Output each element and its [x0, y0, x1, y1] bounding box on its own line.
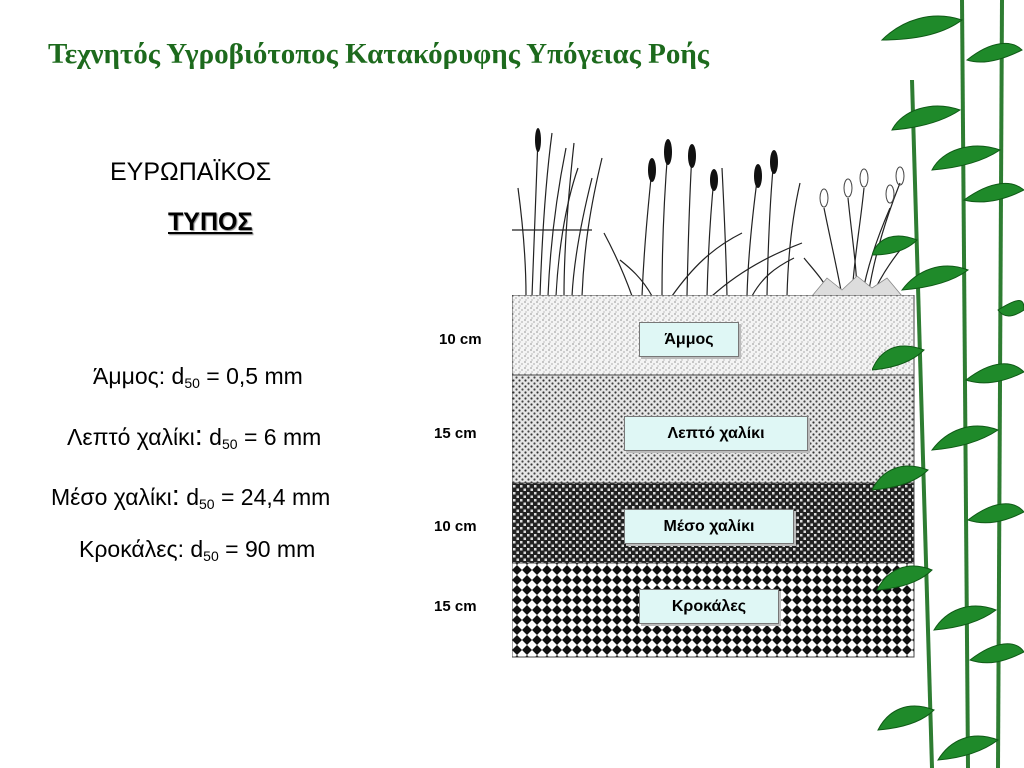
- badge-fine-gravel: Λεπτό χαλίκι: [624, 416, 808, 451]
- spec-medium-gravel: [51, 480, 330, 513]
- type-label-line2: ΤΥΠΟΣ: [168, 208, 253, 236]
- spec-medium-gravel-sep: :: [171, 480, 180, 512]
- spec-medium-gravel-sub: 50: [199, 496, 215, 512]
- depth-cobbles: 15 cm: [434, 598, 477, 615]
- spec-cobbles-name: Κροκάλες: [79, 536, 178, 562]
- spec-cobbles: [79, 536, 315, 564]
- spec-medium-gravel-d: d: [179, 484, 200, 510]
- depth-medium-gravel: 10 cm: [434, 518, 477, 535]
- badge-cobbles: Κροκάλες: [639, 589, 779, 624]
- badge-sand: Άμμος: [639, 322, 739, 357]
- plants-illustration: [512, 128, 914, 298]
- spec-fine-gravel-d: d: [202, 424, 222, 450]
- spec-fine-gravel-sub: 50: [221, 436, 238, 452]
- spec-cobbles-sep: :: [177, 536, 184, 562]
- spec-cobbles-d: d: [183, 536, 204, 562]
- spec-medium-gravel-name: Μέσο χαλίκι: [51, 484, 172, 510]
- spec-sand-name: Άμμος: [93, 363, 159, 389]
- spec-sand-value: = 0,5 mm: [199, 363, 303, 389]
- spec-sand: [93, 363, 303, 391]
- spec-medium-gravel-value: = 24,4 mm: [214, 484, 331, 510]
- depth-sand: 10 cm: [439, 331, 482, 348]
- spec-sand-sep: :: [158, 363, 166, 389]
- slide-title: Τεχνητός Υγροβιότοπος Κατακόρυφης Υπόγειας Ροής: [48, 38, 710, 70]
- spec-cobbles-value: = 90 mm: [218, 536, 316, 562]
- badge-medium-gravel: Μέσο χαλίκι: [624, 509, 794, 544]
- spec-fine-gravel: [67, 420, 321, 453]
- spec-fine-gravel-value: = 6 mm: [237, 424, 322, 450]
- type-label-line1: ΕΥΡΩΠΑΪΚΟΣ: [110, 158, 272, 186]
- spec-sand-d: d: [171, 363, 185, 389]
- spec-cobbles-sub: 50: [203, 548, 219, 564]
- depth-fine-gravel: 15 cm: [434, 425, 477, 442]
- spec-fine-gravel-name: Λεπτό χαλίκι: [67, 424, 195, 450]
- bamboo-decoration: [872, 0, 1024, 768]
- spec-fine-gravel-sep: :: [194, 420, 203, 452]
- spec-sand-sub: 50: [184, 375, 200, 391]
